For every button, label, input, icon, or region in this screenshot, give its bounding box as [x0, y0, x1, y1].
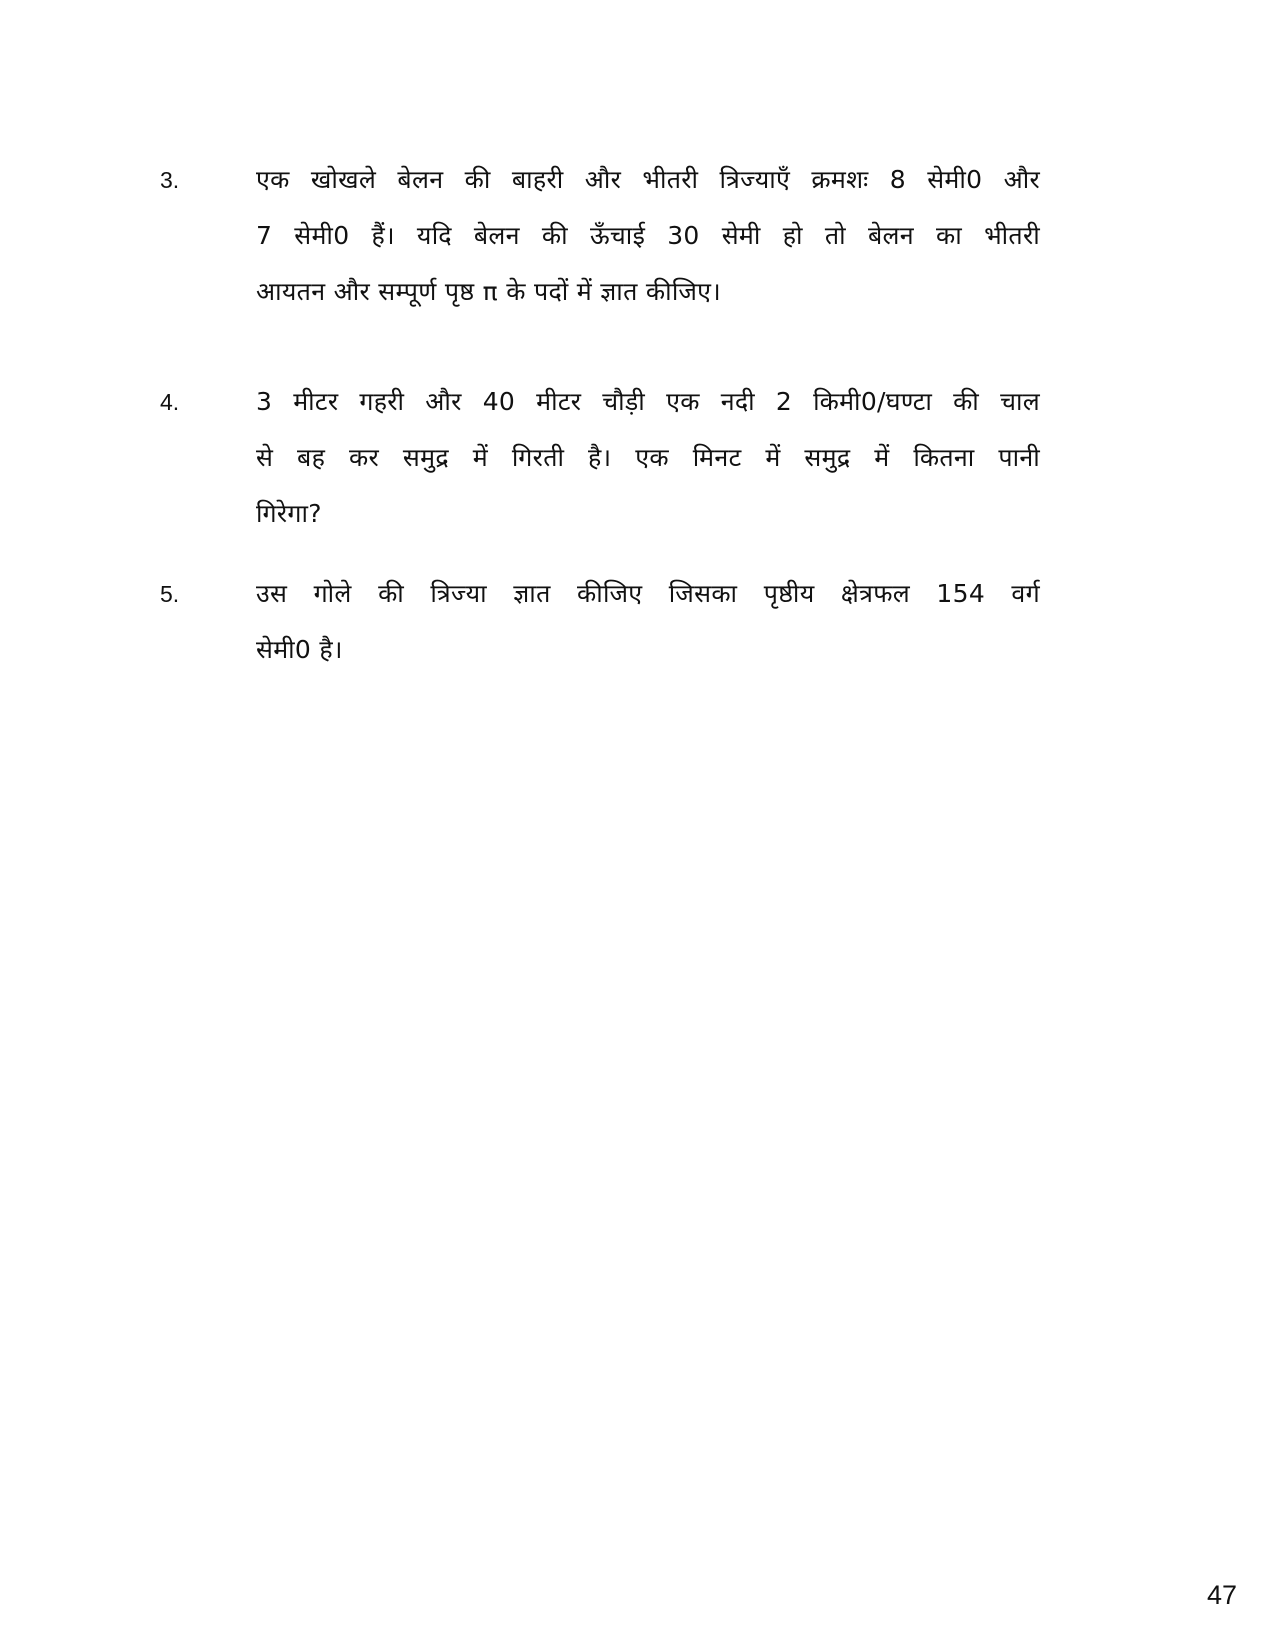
question-number: 4. [160, 389, 180, 415]
question-line: सेमी0 है। [256, 635, 343, 664]
question-line: उस गोले की त्रिज्या ज्ञात कीजिए जिसका पृष्ठीय क्षेत्रफल 154 वर्ग [256, 579, 1040, 608]
question-line: 3 मीटर गहरी और 40 मीटर चौड़ी एक नदी 2 किमी0/घण्टा की चाल [256, 387, 1040, 416]
question-text [256, 374, 1040, 542]
question-line: एक खोखले बेलन की बाहरी और भीतरी त्रिज्याएँ क्रमशः 8 सेमी0 और [256, 165, 1040, 194]
question-number: 3. [160, 167, 180, 193]
question-line: 7 सेमी0 हैं। यदि बेलन की ऊँचाई 30 सेमी हो तो बेलन का भीतरी [256, 221, 1040, 250]
question-line: आयतन और सम्पूर्ण पृष्ठ π के पदों में ज्ञात कीजिए। [256, 277, 722, 306]
question-line: गिरेगा? [256, 499, 322, 528]
question-text [256, 152, 1040, 320]
question-text [256, 566, 1040, 678]
page-number: 47 [1206, 1580, 1237, 1610]
question-line: से बह कर समुद्र में गिरती है। एक मिनट में समुद्र में कितना पानी [256, 443, 1040, 472]
question-number: 5. [160, 581, 180, 607]
